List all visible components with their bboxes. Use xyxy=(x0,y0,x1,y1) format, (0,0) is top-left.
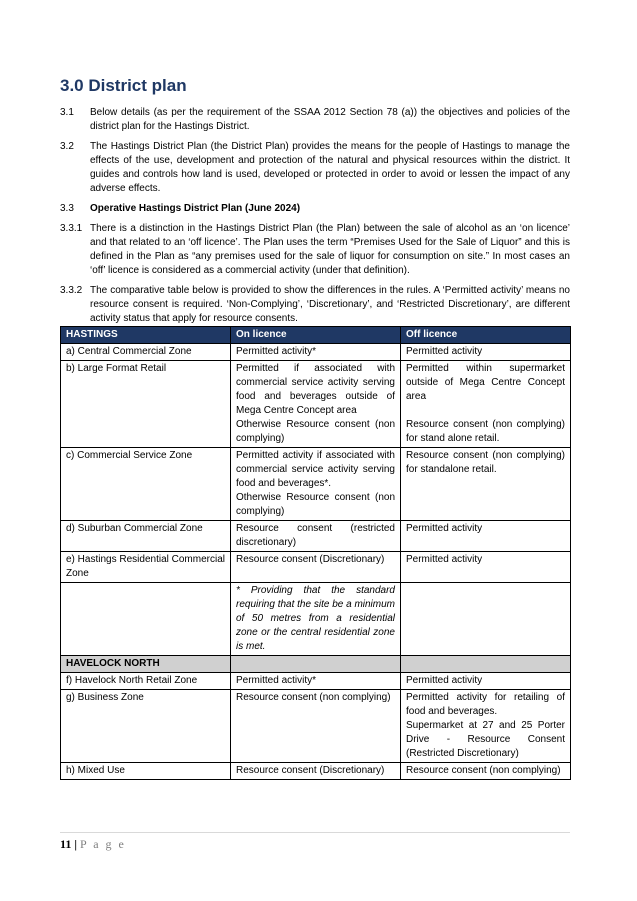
table-row xyxy=(61,361,571,448)
paragraph-number: 3.3.2 xyxy=(60,285,83,296)
zone-cell: d) Suburban Commercial Zone xyxy=(61,521,231,552)
zone-cell: e) Hastings Residential Commercial Zone xyxy=(61,552,231,583)
zone-cell: b) Large Format Retail xyxy=(61,361,231,448)
zone-cell: g) Business Zone xyxy=(61,690,231,763)
on-licence-cell: Resource consent (Discretionary) xyxy=(231,763,401,780)
cell-line: Resource consent (non complying) for stand alone retail. xyxy=(406,419,565,444)
table-row xyxy=(61,673,571,690)
paragraph-3-2 xyxy=(60,140,570,196)
page-footer xyxy=(60,832,570,852)
section-heading: 3.0 District plan xyxy=(60,76,187,95)
paragraph-3-3-2 xyxy=(60,284,570,326)
cell-line: Supermarket at 27 and 25 Porter Drive - Resource Consent (Restricted Discretionary) xyxy=(406,720,565,759)
on-licence-cell xyxy=(231,448,401,521)
paragraph-text: The Hastings District Plan (the District Plan) provides the means for the people of Hastings to manage the effects of the use, development and protection of the natural and physical resources within the district. It guides and controls how land is used, developed or protected in order to avoid or lessen the impact of any adverse effects. xyxy=(90,141,570,194)
subheading: Operative Hastings District Plan (June 2024) xyxy=(90,203,301,214)
off-licence-cell: Resource consent (non complying) xyxy=(401,763,571,780)
on-licence-cell xyxy=(231,361,401,448)
on-licence-cell: Permitted activity* xyxy=(231,344,401,361)
off-licence-cell: Permitted activity xyxy=(401,673,571,690)
table-row xyxy=(61,344,571,361)
header-off-licence: Off licence xyxy=(401,327,571,344)
footnote-cell: * Providing that the standard requiring that the site be a minimum of 50 metres from a residential zone or the central residential zone is met. xyxy=(231,583,401,656)
on-licence-cell: Resource consent (restricted discretionary) xyxy=(231,521,401,552)
table-row xyxy=(61,552,571,583)
off-licence-cell xyxy=(401,583,571,656)
cell-line: Otherwise Resource consent (non complying) xyxy=(236,419,395,444)
zone-cell xyxy=(61,583,231,656)
paragraph-number: 3.1 xyxy=(60,107,74,118)
page-label: P a g e xyxy=(80,837,126,851)
paragraph-3-3 xyxy=(60,202,570,216)
zone-cell: a) Central Commercial Zone xyxy=(61,344,231,361)
off-licence-cell: Permitted activity xyxy=(401,521,571,552)
off-licence-cell xyxy=(401,361,571,448)
off-licence-cell xyxy=(401,690,571,763)
paragraph-number: 3.3 xyxy=(60,203,74,214)
paragraph-text: There is a distinction in the Hastings District Plan (the Plan) between the sale of alcohol as an ‘on licence’ and that related to an ‘off licence’. The Plan uses the term “Premises Used for the Sale of Liquor” and this is defined in the Plan as “any premises used for the sale of liquor for consumption on site.” In most cases an ‘off’ licence is considered as a commercial activity (under that definition). xyxy=(90,223,570,276)
paragraph-3-3-1 xyxy=(60,222,570,278)
section-row-havelock-north xyxy=(61,656,571,673)
zone-cell: f) Havelock North Retail Zone xyxy=(61,673,231,690)
off-licence-cell: Permitted activity xyxy=(401,552,571,583)
zone-cell: h) Mixed Use xyxy=(61,763,231,780)
cell-line: Permitted if associated with commercial service activity serving food and beverages outside of Mega Centre Concept area xyxy=(236,363,395,416)
header-hastings: HASTINGS xyxy=(61,327,231,344)
page-number: 11 xyxy=(60,837,72,851)
paragraph-3-1 xyxy=(60,106,570,134)
zone-cell: c) Commercial Service Zone xyxy=(61,448,231,521)
paragraph-text: The comparative table below is provided to show the differences in the rules. A ‘Permitted activity’ means no resource consent is required. ‘Non-Complying’, ‘Discretionary’, and ‘Restricted Discretionary’, are different activity status that apply for resource consents. xyxy=(90,285,570,324)
section-label: HAVELOCK NORTH xyxy=(61,656,231,673)
table-row xyxy=(61,448,571,521)
on-licence-cell: Permitted activity* xyxy=(231,673,401,690)
paragraph-number: 3.2 xyxy=(60,141,74,152)
page-content xyxy=(60,76,570,780)
comparison-table xyxy=(60,326,571,780)
table-header-row xyxy=(61,327,571,344)
cell-line: Otherwise Resource consent (non complying) xyxy=(236,492,395,517)
paragraph-number: 3.3.1 xyxy=(60,223,83,234)
cell-line: Permitted within supermarket outside of Mega Centre Concept area xyxy=(406,363,565,402)
on-licence-cell: Resource consent (non complying) xyxy=(231,690,401,763)
off-licence-cell: Permitted activity xyxy=(401,344,571,361)
table-row xyxy=(61,521,571,552)
table-row xyxy=(61,763,571,780)
cell-line: Permitted activity for retailing of food and beverages. xyxy=(406,692,565,717)
table-row xyxy=(61,690,571,763)
footer-separator: | xyxy=(74,837,77,851)
table-row xyxy=(61,583,571,656)
cell-line: Permitted activity if associated with commercial service activity serving food and beverages*. xyxy=(236,450,395,489)
header-on-licence: On licence xyxy=(231,327,401,344)
paragraph-text: Below details (as per the requirement of the SSAA 2012 Section 78 (a)) the objectives and policies of the district plan for the Hastings District. xyxy=(90,107,570,132)
off-licence-cell: Resource consent (non complying) for standalone retail. xyxy=(401,448,571,521)
on-licence-cell: Resource consent (Discretionary) xyxy=(231,552,401,583)
